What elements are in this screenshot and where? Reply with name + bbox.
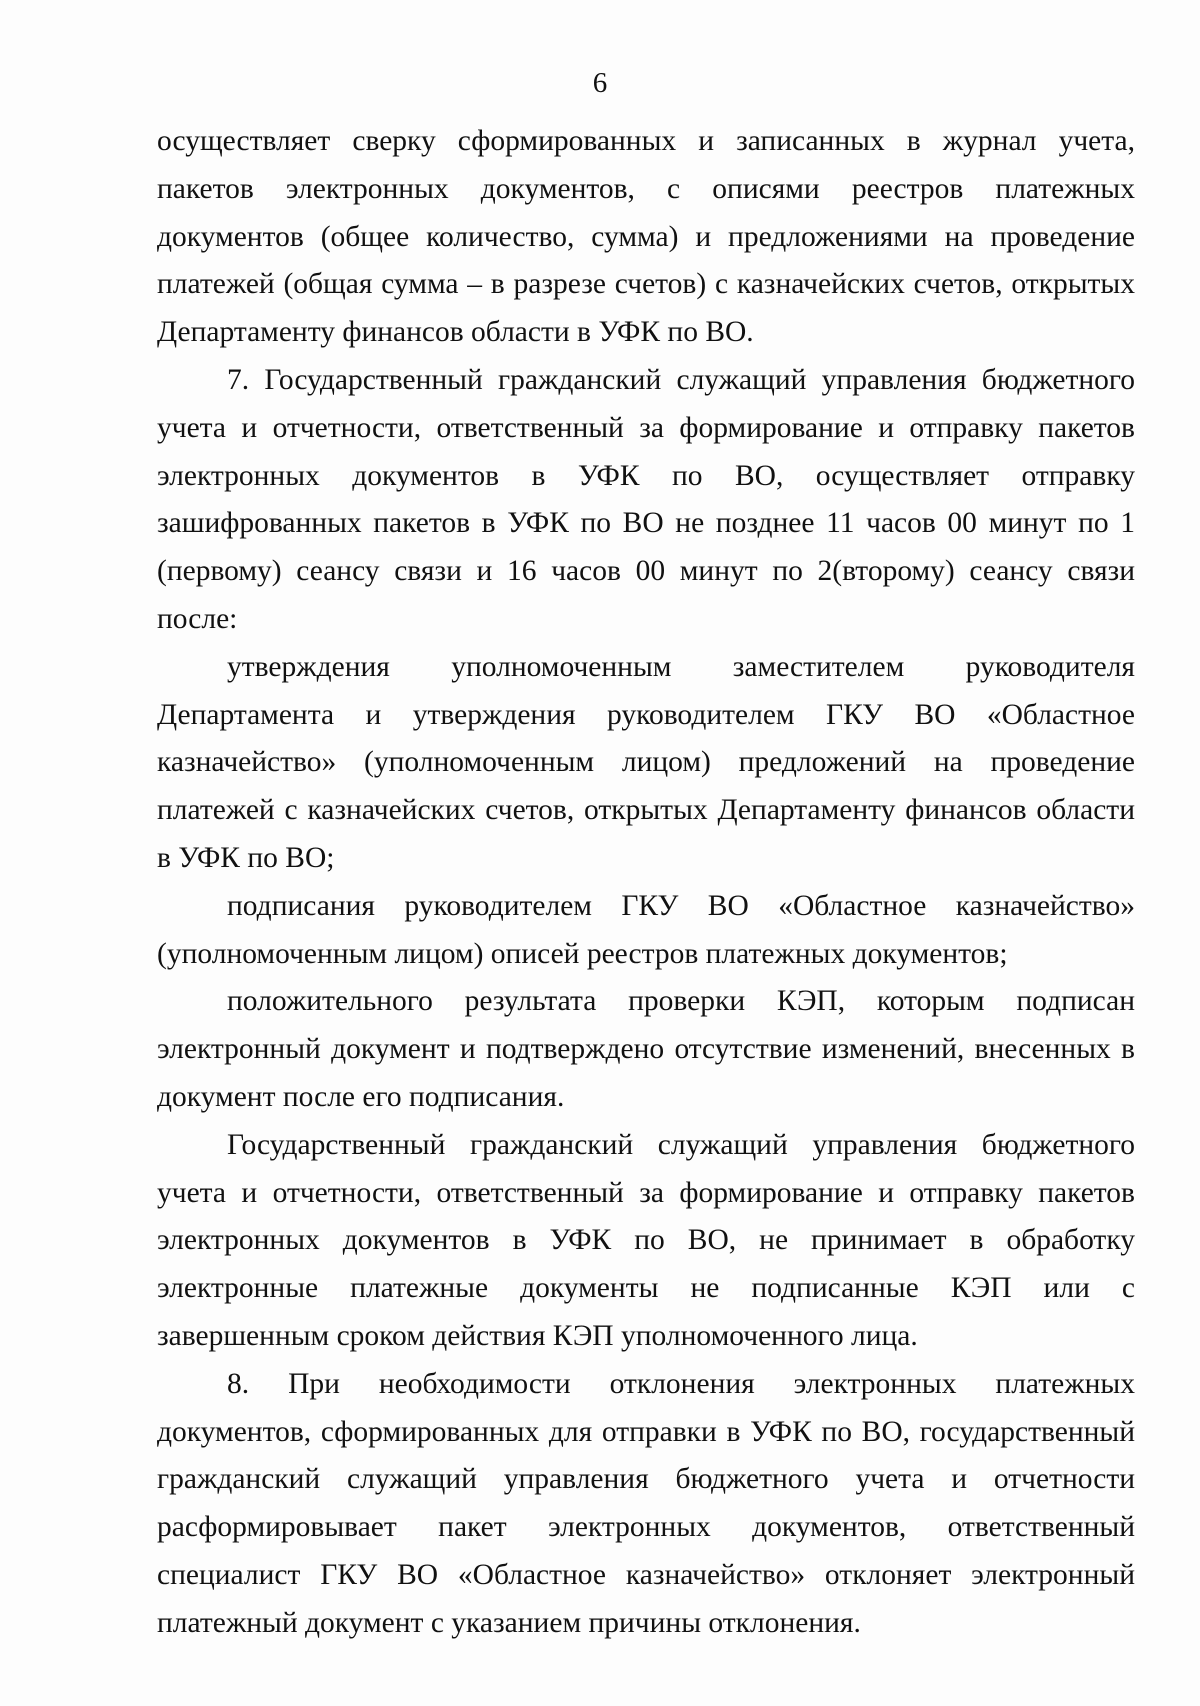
paragraph-condition-approval: утверждения уполномоченным заместителем руководителя Департамента и утверждения руководителем ГКУ ВО «Областное казначейство» (уполномоченным лицом) предложений на проведение платежей с казначейских счетов, открытых Департаменту финансов области в УФК по ВО; [157, 650, 1135, 874]
page-number: 6 [592, 67, 608, 99]
paragraph-continuation: осуществляет сверку сформированных и записанных в журнал учета, пакетов электронных документов, с описями реестров платежных документов (общее количество, сумма) и предложениями на проведение платежей (общая сумма – в разрезе счетов) с казначейских счетов, открытых Департаменту финансов области в УФК по ВО. [157, 125, 1135, 349]
paragraph-rejection-rule: Государственный гражданский служащий управления бюджетного учета и отчетности, ответственный за формирование и отправку пакетов электронных документов в УФК по ВО, не принимает в обработку электронные платежные документы не подписанные КЭП или с завершенным сроком действия КЭП уполномоченного лица. [157, 1128, 1135, 1352]
paragraph-item-7: 7. Государственный гражданский служащий управления бюджетного учета и отчетности, ответственный за формирование и отправку пакетов электронных документов в УФК по ВО, осуществляет отправку зашифрованных пакетов в УФК по ВО не позднее 11 часов 00 минут по 1 (первому) сеансу связи и 16 часов 00 минут по 2(второму) сеансу связи после: [157, 363, 1135, 635]
paragraph-item-8: 8. При необходимости отклонения электронных платежных документов, сформированных для отправки в УФК по ВО, государственный гражданский служащий управления бюджетного учета и отчетности расформировывает пакет электронных документов, ответственный специалист ГКУ ВО «Областное казначейство» отклоняет электронный платежный документ с указанием причины отклонения. [157, 1367, 1135, 1639]
document-body [157, 118, 1135, 1648]
paragraph-condition-signing: подписания руководителем ГКУ ВО «Областное казначейство» (уполномоченным лицом) описей реестров платежных документов; [157, 889, 1135, 970]
paragraph-condition-verification: положительного результата проверки КЭП, которым подписан электронный документ и подтверждено отсутствие изменений, внесенных в документ после его подписания. [157, 985, 1135, 1113]
